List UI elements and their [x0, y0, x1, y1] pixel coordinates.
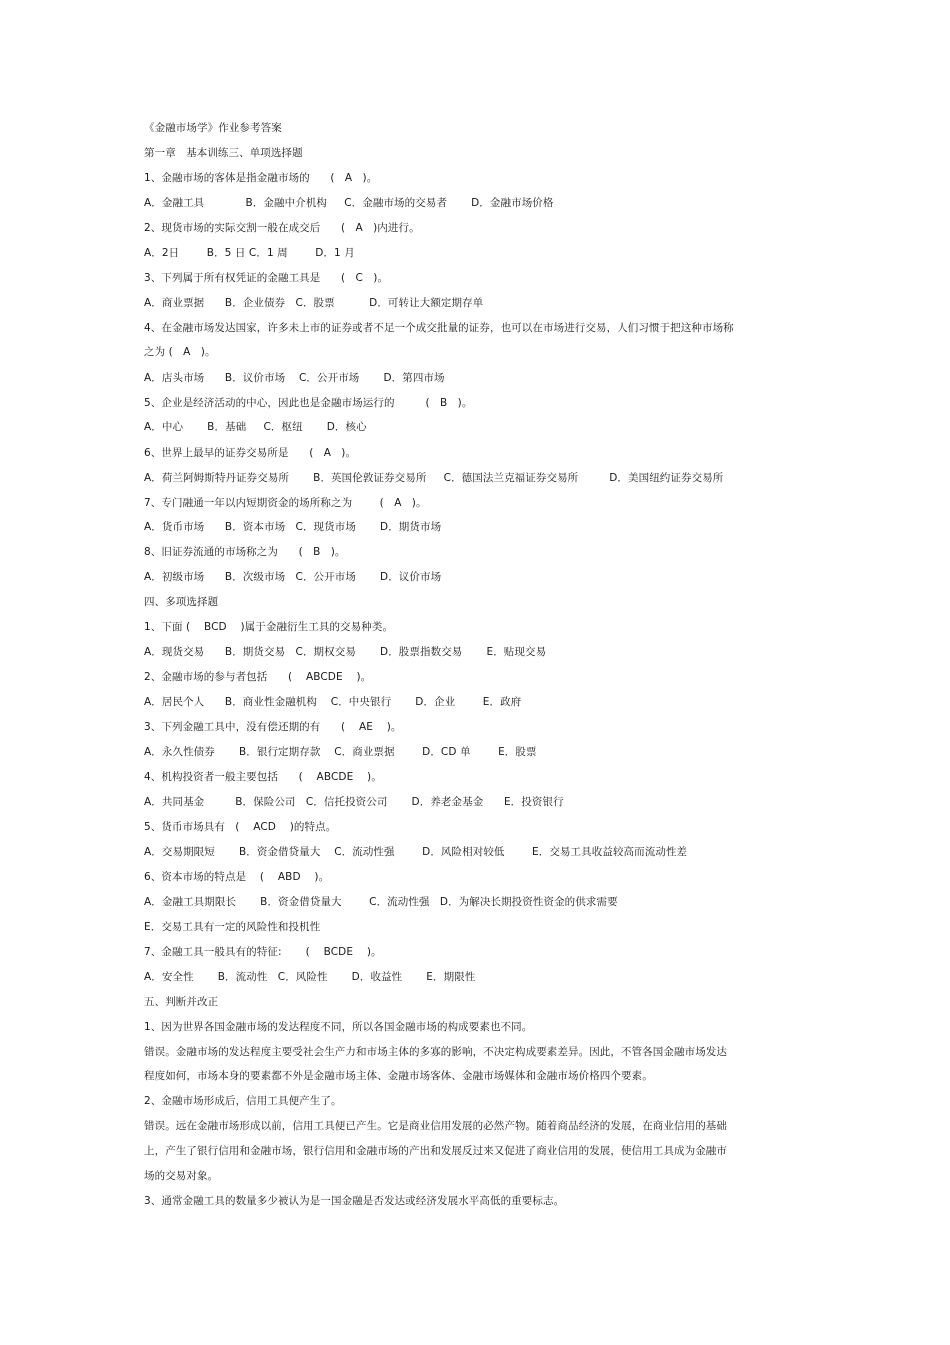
options-line: A．共同基金 B．保险公司 C．信托投资公司 D．养老金基金 E．投资银行	[144, 796, 564, 808]
options-line: A．交易期限短 B．资金借贷量大 C．流动性强 D．风险相对较低 E．交易工具收益较高而流动性差	[144, 846, 688, 858]
options-line: A．初级市场 B．次级市场 C．公开市场 D．议价市场	[144, 571, 442, 583]
options-line: A．荷兰阿姆斯特丹证券交易所 B．英国伦敦证券交易所 C．德国法兰克福证券交易所 D．美国纽约证券交易所	[144, 472, 724, 484]
question-line: 2、金融市场形成后，信用工具便产生了。	[144, 1095, 342, 1107]
answer-line: 程度如何，市场本身的要素都不外是金融市场主体、金融市场客体、金融市场媒体和金融市场价格四个要素。	[144, 1070, 653, 1082]
question-line: 6、世界上最早的证券交易所是 ( A )。	[144, 447, 357, 459]
question-line: 4、机构投资者一般主要包括 ( ABCDE )。	[144, 771, 382, 783]
options-line: A．金融工具期限长 B．资金借贷量大 C．流动性强 D．为解决长期投资性资金的供求需要	[144, 896, 618, 908]
question-line: 7、专门融通一年以内短期资金的场所称之为 ( A )。	[144, 497, 427, 509]
options-line: A．金融工具 B．金融中介机构 C．金融市场的交易者 D．金融市场价格	[144, 197, 554, 209]
section-heading: 第一章 基本训练三、单项选择题	[144, 147, 303, 159]
question-line: 6、资本市场的特点是 ( ABD )。	[144, 871, 330, 883]
question-line: 7、金融工具一般具有的特征: ( BCDE )。	[144, 946, 382, 958]
question-line: 5、企业是经济活动的中心，因此也是金融市场运行的 ( B )。	[144, 397, 473, 409]
options-line: A．商业票据 B．企业债券 C．股票 D．可转让大额定期存单	[144, 297, 484, 309]
question-line: 3、下列属于所有权凭证的金融工具是 ( C )。	[144, 272, 389, 284]
options-line: A．安全性 B．流动性 C．风险性 D．收益性 E．期限性	[144, 971, 476, 983]
options-line: A．永久性债券 B．银行定期存款 C．商业票据 D．CD 单 E．股票	[144, 746, 537, 758]
options-line: A．现货交易 B．期货交易 C．期权交易 D．股票指数交易 E．贴现交易	[144, 646, 547, 658]
question-line: 3、通常金融工具的数量多少被认为是一国金融是否发达或经济发展水平高低的重要标志。	[144, 1195, 565, 1207]
answer-line: 场的交易对象。	[144, 1170, 219, 1182]
answer-line: 上，产生了银行信用和金融市场，银行信用和金融市场的产出和发展反过来又促进了商业信用的发展，使信用工具成为金融市	[144, 1145, 727, 1157]
options-line: A．中心 B．基础 C．枢纽 D．核心	[144, 421, 367, 433]
question-line: 1、下面 ( BCD )属于金融衍生工具的交易种类。	[144, 621, 394, 633]
options-line: A．货币市场 B．资本市场 C．现货市场 D．期货市场	[144, 521, 442, 533]
question-line: 5、货币市场具有 ( ACD )的特点。	[144, 821, 337, 833]
options-line: A．居民个人 B．商业性金融机构 C．中央银行 D．企业 E．政府	[144, 696, 522, 708]
options-line: A．店头市场 B．议价市场 C．公开市场 D．第四市场	[144, 372, 445, 384]
question-line: 2、金融市场的参与者包括 ( ABCDE )。	[144, 671, 372, 683]
doc-title: 《金融市场学》作业参考答案	[144, 122, 282, 134]
options-line: E．交易工具有一定的风险性和投机性	[144, 921, 321, 933]
question-line: 1、因为世界各国金融市场的发达程度不同，所以各国金融市场的构成要素也不同。	[144, 1021, 533, 1033]
answer-line: 错误。远在金融市场形成以前，信用工具便已产生。它是商业信用发展的必然产物。随着商品经济的发展，在商业信用的基础	[144, 1120, 727, 1132]
question-line: 8、旧证券流通的市场称之为 ( B )。	[144, 546, 346, 558]
section-heading: 四、多项选择题	[144, 596, 219, 608]
answer-line: 错误。金融市场的发达程度主要受社会生产力和市场主体的多寡的影响，不决定构成要素差异。因此，不管各国金融市场发达	[144, 1046, 727, 1058]
section-heading: 五、判断并改正	[144, 996, 219, 1008]
question-line: 2、现货市场的实际交割一般在成交后 ( A )内进行。	[144, 222, 420, 234]
question-line: 之为 ( A )。	[144, 346, 216, 358]
question-line: 1、金融市场的客体是指金融市场的 ( A )。	[144, 172, 378, 184]
question-line: 4、在金融市场发达国家，许多未上市的证券或者不足一个成交批量的证券，也可以在市场进行交易，人们习惯于把这种市场称	[144, 322, 734, 334]
question-line: 3、下列金融工具中，没有偿还期的有 ( AE )。	[144, 721, 402, 733]
options-line: A．2日 B．5 日 C．1 周 D．1 月	[144, 247, 355, 259]
